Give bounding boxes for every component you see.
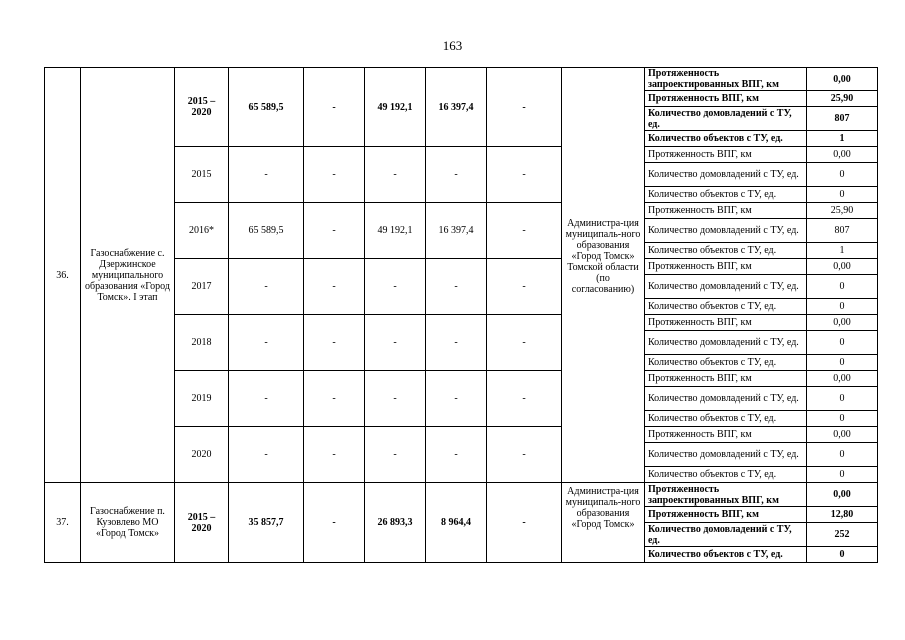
funding-federal: - bbox=[304, 483, 365, 563]
indicator-label: Протяженность ВПГ, км bbox=[645, 91, 807, 107]
funding-other: - bbox=[487, 203, 562, 259]
funding-local: - bbox=[426, 427, 487, 483]
indicator-value: 0 bbox=[807, 187, 878, 203]
funding-federal: - bbox=[304, 259, 365, 315]
indicator-label: Количество домовладений с ТУ, ед. bbox=[645, 331, 807, 355]
indicator-label: Протяженность ВПГ, км bbox=[645, 203, 807, 219]
project-name: Газоснабжение п. Кузовлево МО «Город Томск» bbox=[81, 483, 175, 563]
indicator-value: 1 bbox=[807, 131, 878, 147]
funding-federal: - bbox=[304, 315, 365, 371]
indicator-value: 0,00 bbox=[807, 483, 878, 507]
table-body bbox=[45, 68, 878, 563]
funding-total: - bbox=[229, 147, 304, 203]
period-year: 2018 bbox=[175, 315, 229, 371]
indicator-label: Количество домовладений с ТУ, ед. bbox=[645, 523, 807, 547]
funding-other: - bbox=[487, 147, 562, 203]
funding-federal: - bbox=[304, 427, 365, 483]
project-name: Газоснабжение с. Дзержинское муниципального образования «Город Томск». I этап bbox=[81, 68, 175, 483]
period-year: 2020 bbox=[175, 427, 229, 483]
funding-regional: - bbox=[365, 147, 426, 203]
indicator-label: Количество объектов с ТУ, ед. bbox=[645, 243, 807, 259]
period-year: 2015 – 2020 bbox=[175, 483, 229, 563]
funding-regional: - bbox=[365, 259, 426, 315]
indicator-label: Количество домовладений с ТУ, ед. bbox=[645, 219, 807, 243]
period-year: 2019 bbox=[175, 371, 229, 427]
funding-regional: - bbox=[365, 371, 426, 427]
funding-regional: 26 893,3 bbox=[365, 483, 426, 563]
indicator-value: 0,00 bbox=[807, 427, 878, 443]
indicator-label: Количество объектов с ТУ, ед. bbox=[645, 547, 807, 563]
funding-regional: - bbox=[365, 315, 426, 371]
period-year: 2017 bbox=[175, 259, 229, 315]
indicator-value: 12,80 bbox=[807, 507, 878, 523]
indicator-value: 0 bbox=[807, 443, 878, 467]
funding-local: - bbox=[426, 147, 487, 203]
indicator-value: 0,00 bbox=[807, 147, 878, 163]
funding-other: - bbox=[487, 315, 562, 371]
indicator-label: Количество домовладений с ТУ, ед. bbox=[645, 275, 807, 299]
funding-total: - bbox=[229, 259, 304, 315]
executor: Администра-ция муниципаль-ного образования «Город Томск» Томской области (по согласованию) bbox=[562, 68, 645, 483]
funding-regional: - bbox=[365, 427, 426, 483]
indicator-value: 0,00 bbox=[807, 68, 878, 91]
funding-other: - bbox=[487, 68, 562, 147]
indicator-label: Количество домовладений с ТУ, ед. bbox=[645, 443, 807, 467]
executor: Администра-ция муниципаль-ного образования «Город Томск» bbox=[562, 483, 645, 563]
indicator-value: 807 bbox=[807, 107, 878, 131]
funding-total: - bbox=[229, 427, 304, 483]
funding-other: - bbox=[487, 483, 562, 563]
indicator-label: Количество домовладений с ТУ, ед. bbox=[645, 387, 807, 411]
indicator-value: 0 bbox=[807, 331, 878, 355]
indicator-value: 807 bbox=[807, 219, 878, 243]
row-number: 36. bbox=[45, 68, 81, 483]
funding-other: - bbox=[487, 259, 562, 315]
indicator-value: 0,00 bbox=[807, 259, 878, 275]
indicator-label: Протяженность ВПГ, км bbox=[645, 315, 807, 331]
funding-federal: - bbox=[304, 68, 365, 147]
indicator-label: Протяженность ВПГ, км bbox=[645, 371, 807, 387]
indicator-label: Протяженность запроектированных ВПГ, км bbox=[645, 68, 807, 91]
indicator-value: 0 bbox=[807, 387, 878, 411]
funding-federal: - bbox=[304, 203, 365, 259]
indicator-label: Количество объектов с ТУ, ед. bbox=[645, 187, 807, 203]
page-number: 163 bbox=[442, 38, 463, 53]
indicator-value: 0 bbox=[807, 467, 878, 483]
funding-local: 8 964,4 bbox=[426, 483, 487, 563]
indicator-value: 0 bbox=[807, 275, 878, 299]
indicator-label: Протяженность ВПГ, км bbox=[645, 507, 807, 523]
funding-regional: 49 192,1 bbox=[365, 203, 426, 259]
indicator-label: Количество домовладений с ТУ, ед. bbox=[645, 107, 807, 131]
funding-other: - bbox=[487, 427, 562, 483]
period-year: 2016* bbox=[175, 203, 229, 259]
funding-total: - bbox=[229, 315, 304, 371]
funding-local: 16 397,4 bbox=[426, 203, 487, 259]
indicator-label: Количество объектов с ТУ, ед. bbox=[645, 299, 807, 315]
indicator-value: 0 bbox=[807, 355, 878, 371]
indicator-value: 25,90 bbox=[807, 91, 878, 107]
funding-local: - bbox=[426, 371, 487, 427]
funding-local: - bbox=[426, 315, 487, 371]
funding-federal: - bbox=[304, 371, 365, 427]
indicator-label: Протяженность запроектированных ВПГ, км bbox=[645, 483, 807, 507]
indicator-value: 0 bbox=[807, 299, 878, 315]
indicator-value: 25,90 bbox=[807, 203, 878, 219]
indicator-value: 0 bbox=[807, 163, 878, 187]
period-year: 2015 – 2020 bbox=[175, 68, 229, 147]
table-row bbox=[45, 483, 878, 507]
indicator-label: Количество объектов с ТУ, ед. bbox=[645, 411, 807, 427]
period-year: 2015 bbox=[175, 147, 229, 203]
indicator-value: 0 bbox=[807, 547, 878, 563]
table-row bbox=[45, 68, 878, 91]
funding-total: - bbox=[229, 371, 304, 427]
indicator-label: Количество объектов с ТУ, ед. bbox=[645, 355, 807, 371]
indicator-label: Протяженность ВПГ, км bbox=[645, 147, 807, 163]
program-table bbox=[44, 67, 878, 563]
indicator-value: 0 bbox=[807, 411, 878, 427]
indicator-label: Протяженность ВПГ, км bbox=[645, 259, 807, 275]
funding-other: - bbox=[487, 371, 562, 427]
indicator-label: Количество объектов с ТУ, ед. bbox=[645, 467, 807, 483]
funding-total: 65 589,5 bbox=[229, 203, 304, 259]
funding-local: 16 397,4 bbox=[426, 68, 487, 147]
funding-federal: - bbox=[304, 147, 365, 203]
indicator-value: 1 bbox=[807, 243, 878, 259]
indicator-value: 0,00 bbox=[807, 315, 878, 331]
indicator-label: Количество объектов с ТУ, ед. bbox=[645, 131, 807, 147]
funding-local: - bbox=[426, 259, 487, 315]
indicator-label: Протяженность ВПГ, км bbox=[645, 427, 807, 443]
funding-total: 65 589,5 bbox=[229, 68, 304, 147]
indicator-value: 252 bbox=[807, 523, 878, 547]
indicator-label: Количество домовладений с ТУ, ед. bbox=[645, 163, 807, 187]
funding-regional: 49 192,1 bbox=[365, 68, 426, 147]
indicator-value: 0,00 bbox=[807, 371, 878, 387]
funding-total: 35 857,7 bbox=[229, 483, 304, 563]
row-number: 37. bbox=[45, 483, 81, 563]
